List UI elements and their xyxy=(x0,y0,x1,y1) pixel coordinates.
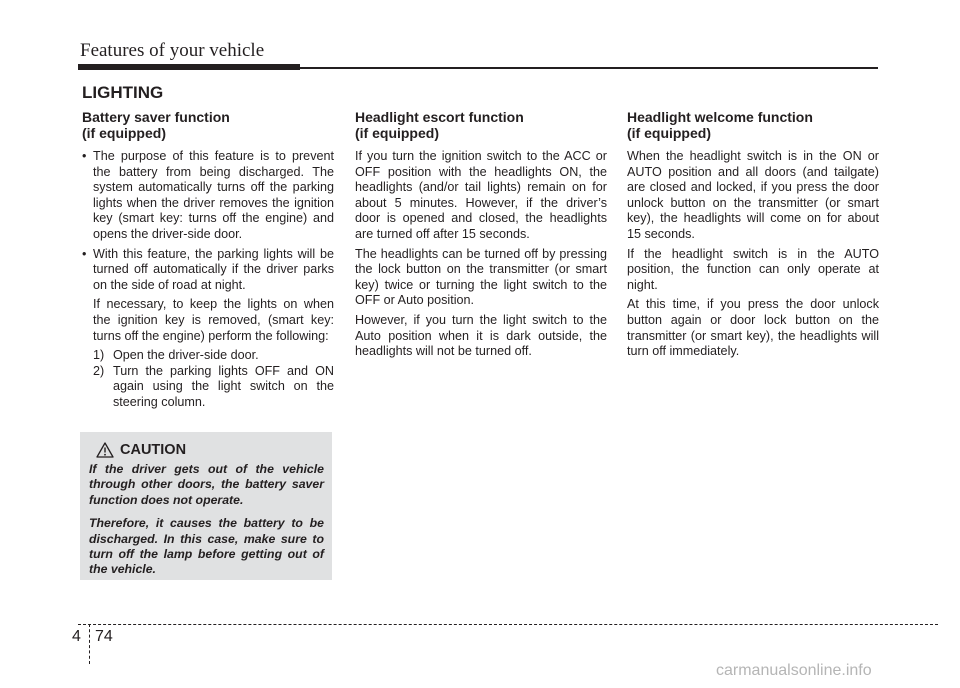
battery-saver-column xyxy=(82,109,334,411)
bullet-symbol: • xyxy=(82,246,87,261)
bullet-symbol: • xyxy=(82,149,87,163)
page-number: 74 xyxy=(95,628,113,645)
watermark: carmanualsonline.info xyxy=(716,662,872,679)
paragraph: When the headlight switch is in the ON or AUTO position and all doors (and tailgate) are closed and locked, if you press the door unlock button on the transmitter (or smart key), the headlights will come on for about 15 seconds. xyxy=(627,149,879,241)
page-header-title: Features of your vehicle xyxy=(80,40,265,61)
paragraph: The headlights can be turned off by pressing the lock button on the transmitter (or smart key) twice or turning the light switch to the OFF or Auto position. xyxy=(355,246,607,308)
caution-text: If the driver gets out of the vehicle through other doors, the battery saver function does not operate. xyxy=(89,462,324,507)
header-rule-thin xyxy=(78,67,878,69)
headlight-escort-column xyxy=(355,109,607,364)
paragraph: If the headlight switch is in the AUTO position, the function can only operate at night. xyxy=(627,246,879,292)
headlight-escort-heading: Headlight escort function (if equipped) xyxy=(355,109,524,141)
caution-text: Therefore, it causes the battery to be discharged. In this case, make sure to turn off the lamp before getting out of the vehicle. xyxy=(89,516,324,577)
battery-saver-bullets xyxy=(82,149,334,293)
step-item: 1) Open the driver-side door. xyxy=(93,348,259,363)
bullet-text: With this feature, the parking lights will be turned off automatically if the driver parks on the side of road at night. xyxy=(93,246,334,292)
section-title: LIGHTING xyxy=(82,83,164,102)
headlight-welcome-heading: Headlight welcome function (if equipped) xyxy=(627,109,813,141)
footer-rule xyxy=(78,624,938,625)
warning-triangle-icon xyxy=(96,442,114,458)
paragraph: However, if you turn the light switch to the Auto position when it is dark outside, the headlights will not be turned off. xyxy=(355,312,607,359)
paragraph: At this time, if you press the door unlock button again or door lock button on the transmitter (or smart key), the headlights will turn off immediately. xyxy=(627,297,879,359)
list-item xyxy=(82,247,334,294)
battery-saver-heading: Battery saver function (if equipped) xyxy=(82,109,230,141)
footer-divider xyxy=(89,624,90,664)
headlight-welcome-column xyxy=(627,109,879,364)
caution-box xyxy=(80,432,332,580)
section-number: 4 xyxy=(72,628,81,645)
caution-header xyxy=(89,442,324,458)
paragraph: If you turn the ignition switch to the ACC or OFF position with the headlights ON, the headlights (and/or tail lights) remain on for about 5 minutes. However, if the driver’s door is opened and closed, the headlights are turned off after 15 seconds. xyxy=(355,149,607,241)
caution-title: CAUTION xyxy=(120,442,187,458)
list-item xyxy=(82,149,334,243)
step-item: 2) Turn the parking lights OFF and ON again using the light switch on the steering column. xyxy=(93,363,334,409)
bullet-text: The purpose of this feature is to prevent the battery from being discharged. The system automatically turns off the parking lights when the driver removes the ignition key (smart key: turns off the engine) and opens the driver-side door. xyxy=(93,149,334,241)
steps-list xyxy=(82,348,334,410)
bullet-continuation: If necessary, to keep the lights on when the ignition key is removed, (smart key: turns off the engine) perform the following: xyxy=(93,297,334,343)
